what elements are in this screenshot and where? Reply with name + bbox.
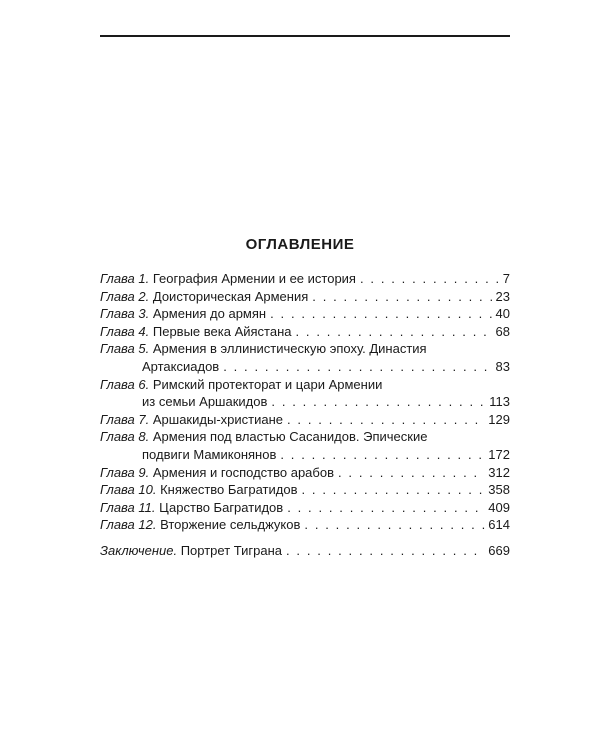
chapter-title: Армения и господство арабов bbox=[152, 464, 334, 480]
leader-dots bbox=[280, 446, 485, 464]
toc-entry-10 bbox=[100, 481, 510, 499]
toc-entry-3 bbox=[100, 305, 510, 323]
toc-entry-6 bbox=[100, 376, 510, 411]
leader-dots bbox=[304, 516, 485, 534]
chapter-label: Глава 2. bbox=[100, 288, 150, 304]
toc-entry-8 bbox=[100, 428, 510, 463]
leader-dots bbox=[286, 542, 485, 560]
top-rule bbox=[100, 35, 510, 37]
page-number: 172 bbox=[488, 446, 510, 462]
leader-dots bbox=[296, 323, 493, 341]
toc-entry-12 bbox=[100, 516, 510, 534]
leader-dots bbox=[223, 358, 492, 376]
table-of-contents bbox=[100, 270, 510, 560]
page-number: 68 bbox=[495, 323, 510, 339]
conclusion-title: Портрет Тиграна bbox=[180, 542, 282, 558]
toc-entry-1 bbox=[100, 270, 510, 288]
toc-title: ОГЛАВЛЕНИЕ bbox=[245, 236, 355, 253]
chapter-title: Вторжение сельджуков bbox=[160, 517, 301, 533]
chapter-title-continued: подвиги Мамиконянов bbox=[142, 446, 277, 462]
chapter-label: Глава 10. bbox=[100, 482, 157, 498]
leader-dots bbox=[338, 464, 485, 482]
chapter-label: Глава 9. bbox=[100, 464, 150, 480]
toc-entry-conclusion bbox=[100, 542, 510, 560]
page-number: 83 bbox=[495, 358, 510, 374]
page-number: 669 bbox=[488, 542, 510, 558]
conclusion-label: Заключение. bbox=[100, 542, 178, 558]
page-number: 129 bbox=[488, 411, 510, 427]
leader-dots bbox=[312, 288, 492, 306]
toc-entry-7 bbox=[100, 411, 510, 429]
chapter-title: Царство Багратидов bbox=[159, 499, 284, 515]
toc-entry-9 bbox=[100, 464, 510, 482]
chapter-title: Аршакиды-христиане bbox=[152, 411, 283, 427]
section-gap bbox=[100, 534, 510, 542]
toc-entry-5 bbox=[100, 340, 510, 375]
leader-dots bbox=[360, 270, 500, 288]
chapter-title: Римский протекторат и цари Армении bbox=[152, 376, 383, 392]
leader-dots bbox=[302, 481, 486, 499]
chapter-title: Армения до армян bbox=[152, 306, 267, 322]
chapter-label: Глава 11. bbox=[100, 499, 156, 515]
toc-entry-4 bbox=[100, 323, 510, 341]
chapter-title: Армения в эллинистическую эпоху. Династия bbox=[152, 341, 427, 357]
chapter-title: География Армении и ее история bbox=[152, 271, 356, 286]
page-number: 614 bbox=[488, 517, 510, 533]
leader-dots bbox=[270, 305, 492, 323]
chapter-label: Глава 5. bbox=[100, 341, 150, 357]
page-number: 312 bbox=[488, 464, 510, 480]
page-number: 358 bbox=[488, 482, 510, 498]
leader-dots bbox=[271, 393, 486, 411]
chapter-title-continued: из семьи Аршакидов bbox=[142, 394, 268, 410]
chapter-label: Глава 8. bbox=[100, 429, 150, 445]
chapter-label: Глава 6. bbox=[100, 376, 150, 392]
chapter-title: Доисторическая Армения bbox=[152, 288, 309, 304]
chapter-title: Первые века Айястана bbox=[152, 323, 292, 339]
chapter-title: Княжество Багратидов bbox=[160, 482, 298, 498]
chapter-title-continued: Артаксиадов bbox=[142, 358, 220, 374]
chapter-label: Глава 7. bbox=[100, 411, 150, 427]
page-number: 7 bbox=[502, 271, 510, 286]
chapter-label: Глава 4. bbox=[100, 323, 150, 339]
page-number: 40 bbox=[495, 306, 510, 322]
chapter-label: Глава 1. bbox=[100, 271, 150, 286]
page-number: 23 bbox=[495, 288, 510, 304]
page-number: 409 bbox=[488, 499, 510, 515]
toc-entry-2 bbox=[100, 288, 510, 306]
chapter-title: Армения под властью Сасанидов. Эпические bbox=[152, 429, 428, 445]
chapter-label: Глава 12. bbox=[100, 517, 157, 533]
toc-entry-11 bbox=[100, 499, 510, 517]
leader-dots bbox=[287, 411, 485, 429]
chapter-label: Глава 3. bbox=[100, 306, 150, 322]
leader-dots bbox=[287, 499, 485, 517]
page-number: 113 bbox=[489, 394, 510, 410]
